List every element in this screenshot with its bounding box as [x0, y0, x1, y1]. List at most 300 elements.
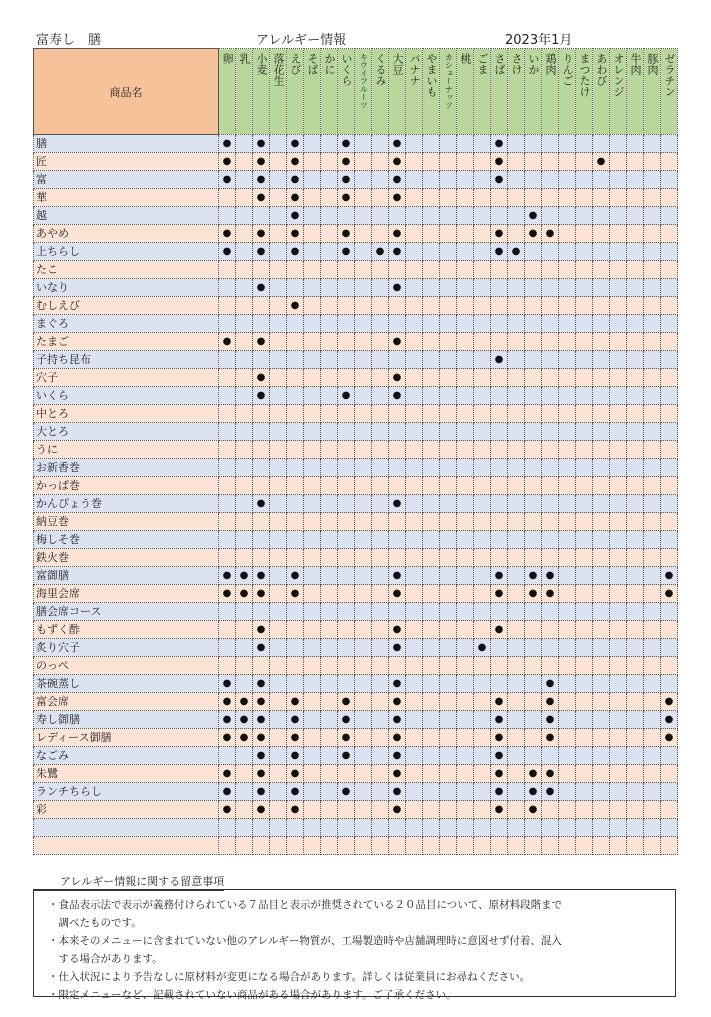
- allergen-cell: [304, 369, 321, 387]
- allergen-column-header: [304, 49, 321, 135]
- allergen-cell: [440, 801, 457, 819]
- allergen-cell: [287, 207, 304, 225]
- allergen-cell: [644, 477, 661, 495]
- allergen-cell: [372, 801, 389, 819]
- allergen-cell: [372, 819, 389, 837]
- allergen-cell: [219, 693, 236, 711]
- allergen-column-header: [423, 49, 440, 135]
- allergen-cell: [287, 153, 304, 171]
- allergen-cell: [287, 711, 304, 729]
- allergen-cell: [474, 621, 491, 639]
- allergen-cell: [372, 765, 389, 783]
- allergen-mark: ●: [256, 570, 266, 581]
- allergen-cell: [236, 819, 253, 837]
- allergen-cell: [355, 603, 372, 621]
- allergen-cell: [219, 387, 236, 405]
- allergen-cell: [423, 747, 440, 765]
- allergen-mark: ●: [341, 786, 351, 797]
- allergen-cell: [338, 675, 355, 693]
- allergen-cell: [321, 495, 338, 513]
- allergen-cell: [270, 675, 287, 693]
- allergen-cell: [559, 441, 576, 459]
- allergen-cell: [457, 837, 474, 855]
- allergen-cell: [355, 279, 372, 297]
- allergen-cell: [525, 351, 542, 369]
- product-name: たこ: [34, 261, 219, 279]
- allergen-cell: [457, 207, 474, 225]
- allergen-cell: [287, 585, 304, 603]
- allergen-mark: ●: [290, 786, 300, 797]
- allergen-cell: [287, 405, 304, 423]
- allergen-cell: [644, 819, 661, 837]
- allergen-mark: ●: [256, 336, 266, 347]
- allergen-cell: [321, 819, 338, 837]
- allergen-cell: [219, 135, 236, 153]
- allergen-cell: [593, 585, 610, 603]
- allergen-cell: [406, 657, 423, 675]
- allergen-cell: [355, 207, 372, 225]
- allergen-cell: [423, 531, 440, 549]
- allergen-cell: [440, 639, 457, 657]
- product-name: なごみ: [34, 747, 219, 765]
- allergen-cell: [457, 513, 474, 531]
- allergen-cell: [287, 171, 304, 189]
- allergen-cell: [559, 495, 576, 513]
- allergen-cell: [406, 603, 423, 621]
- allergen-cell: [338, 621, 355, 639]
- allergen-cell: [525, 207, 542, 225]
- allergen-column-header: [525, 49, 542, 135]
- allergen-cell: [508, 189, 525, 207]
- allergen-cell: [253, 819, 270, 837]
- allergen-cell: [423, 387, 440, 405]
- allergen-cell: [491, 837, 508, 855]
- allergen-cell: [559, 243, 576, 261]
- allergen-column-header: [627, 49, 644, 135]
- table-row: [34, 639, 678, 657]
- allergen-mark: ●: [494, 588, 504, 599]
- allergen-label: オレンジ: [612, 53, 626, 97]
- allergen-cell: [253, 621, 270, 639]
- allergen-cell: [236, 639, 253, 657]
- allergen-mark: ●: [222, 678, 232, 689]
- allergen-mark: ●: [494, 714, 504, 725]
- allergen-cell: [270, 477, 287, 495]
- allergen-cell: [304, 315, 321, 333]
- allergen-cell: [321, 585, 338, 603]
- table-row: [34, 423, 678, 441]
- allergen-cell: [355, 135, 372, 153]
- allergen-cell: [236, 441, 253, 459]
- allergen-cell: [219, 495, 236, 513]
- allergen-cell: [644, 405, 661, 423]
- allergen-cell: [338, 729, 355, 747]
- allergen-cell: [321, 477, 338, 495]
- allergen-cell: [253, 459, 270, 477]
- allergen-cell: [627, 495, 644, 513]
- allergen-cell: [287, 423, 304, 441]
- allergen-mark: ●: [528, 210, 538, 221]
- allergen-cell: [270, 621, 287, 639]
- allergen-cell: [219, 567, 236, 585]
- allergen-cell: [423, 585, 440, 603]
- allergen-mark: ●: [290, 570, 300, 581]
- allergen-column-header: [457, 49, 474, 135]
- allergen-cell: [610, 369, 627, 387]
- allergen-label: いか: [527, 53, 541, 75]
- allergen-label: 卵: [221, 53, 235, 64]
- allergen-mark: ●: [341, 714, 351, 725]
- allergen-cell: [423, 423, 440, 441]
- allergen-cell: [253, 549, 270, 567]
- allergen-mark: ●: [545, 768, 555, 779]
- allergen-cell: [219, 765, 236, 783]
- allergen-mark: ●: [494, 228, 504, 239]
- allergen-cell: [372, 567, 389, 585]
- allergen-cell: [372, 279, 389, 297]
- allergen-cell: [627, 171, 644, 189]
- allergen-cell: [236, 783, 253, 801]
- allergen-cell: [355, 387, 372, 405]
- allergen-cell: [304, 333, 321, 351]
- allergen-cell: [236, 351, 253, 369]
- allergen-cell: [644, 747, 661, 765]
- allergen-cell: [355, 747, 372, 765]
- allergen-cell: [542, 387, 559, 405]
- allergen-cell: [474, 477, 491, 495]
- allergen-cell: [219, 513, 236, 531]
- allergen-cell: [610, 837, 627, 855]
- allergen-cell: [525, 567, 542, 585]
- allergen-cell: [610, 567, 627, 585]
- allergen-label: さば: [493, 53, 507, 75]
- allergen-cell: [355, 513, 372, 531]
- allergen-mark: ●: [222, 246, 232, 257]
- allergen-cell: [593, 729, 610, 747]
- allergen-cell: [593, 477, 610, 495]
- allergen-cell: [457, 189, 474, 207]
- table-row: [34, 531, 678, 549]
- allergen-cell: [593, 297, 610, 315]
- allergen-cell: [661, 387, 678, 405]
- allergen-cell: [593, 693, 610, 711]
- allergen-cell: [610, 423, 627, 441]
- allergen-cell: [491, 459, 508, 477]
- allergen-cell: [559, 405, 576, 423]
- allergen-cell: [440, 693, 457, 711]
- allergen-column-header: [593, 49, 610, 135]
- allergen-cell: [219, 657, 236, 675]
- allergen-cell: [525, 459, 542, 477]
- allergen-cell: [406, 441, 423, 459]
- allergen-cell: [559, 477, 576, 495]
- allergen-cell: [304, 747, 321, 765]
- allergen-cell: [372, 675, 389, 693]
- allergen-cell: [593, 783, 610, 801]
- table-row: [34, 621, 678, 639]
- allergen-cell: [576, 189, 593, 207]
- allergen-cell: [253, 693, 270, 711]
- allergen-cell: [219, 351, 236, 369]
- allergen-cell: [253, 783, 270, 801]
- allergen-cell: [508, 531, 525, 549]
- allergen-mark: ●: [222, 786, 232, 797]
- allergen-cell: [304, 189, 321, 207]
- product-name: たまご: [34, 333, 219, 351]
- allergen-mark: ●: [256, 282, 266, 293]
- allergen-cell: [287, 747, 304, 765]
- allergen-cell: [559, 171, 576, 189]
- allergen-cell: [304, 153, 321, 171]
- table-row: [34, 513, 678, 531]
- allergen-cell: [559, 531, 576, 549]
- allergen-cell: [440, 495, 457, 513]
- allergen-cell: [406, 675, 423, 693]
- allergen-cell: [372, 783, 389, 801]
- allergen-cell: [304, 639, 321, 657]
- allergen-cell: [219, 729, 236, 747]
- table-row: [34, 405, 678, 423]
- allergen-cell: [627, 135, 644, 153]
- allergen-cell: [338, 387, 355, 405]
- allergen-label: やまいも: [425, 53, 439, 97]
- allergen-cell: [593, 423, 610, 441]
- allergen-cell: [457, 765, 474, 783]
- allergen-cell: [321, 549, 338, 567]
- allergen-cell: [253, 207, 270, 225]
- allergen-cell: [627, 657, 644, 675]
- allergen-cell: [321, 639, 338, 657]
- allergen-cell: [219, 621, 236, 639]
- allergen-cell: [610, 639, 627, 657]
- allergen-cell: [661, 837, 678, 855]
- allergen-cell: [236, 189, 253, 207]
- allergen-header-row: [34, 49, 678, 135]
- allergen-cell: [321, 711, 338, 729]
- product-name: 富: [34, 171, 219, 189]
- allergen-cell: [355, 783, 372, 801]
- allergen-column-header: [321, 49, 338, 135]
- allergen-cell: [389, 639, 406, 657]
- allergen-mark: ●: [256, 138, 266, 149]
- allergen-cell: [304, 225, 321, 243]
- allergen-mark: ●: [290, 696, 300, 707]
- allergen-cell: [372, 459, 389, 477]
- allergen-mark: ●: [239, 570, 249, 581]
- allergen-cell: [508, 747, 525, 765]
- allergen-mark: ●: [494, 570, 504, 581]
- allergen-cell: [542, 315, 559, 333]
- note-line: ・仕入状況により予告なしに原材料が変更になる場合があります。詳しくは従業員にお尋ねください。: [48, 971, 531, 983]
- allergen-cell: [355, 693, 372, 711]
- allergen-cell: [457, 495, 474, 513]
- allergen-cell: [644, 711, 661, 729]
- allergen-cell: [474, 765, 491, 783]
- allergen-cell: [338, 351, 355, 369]
- allergen-cell: [304, 423, 321, 441]
- allergen-cell: [457, 819, 474, 837]
- allergen-cell: [559, 387, 576, 405]
- allergen-cell: [338, 189, 355, 207]
- allergen-cell: [644, 621, 661, 639]
- allergen-cell: [304, 729, 321, 747]
- allergen-cell: [542, 423, 559, 441]
- allergen-cell: [406, 135, 423, 153]
- allergen-cell: [236, 693, 253, 711]
- allergen-cell: [423, 279, 440, 297]
- allergen-cell: [372, 243, 389, 261]
- allergen-cell: [270, 315, 287, 333]
- allergen-cell: [219, 603, 236, 621]
- allergen-cell: [304, 351, 321, 369]
- allergen-cell: [236, 621, 253, 639]
- allergen-cell: [406, 279, 423, 297]
- allergen-cell: [542, 405, 559, 423]
- allergen-cell: [491, 423, 508, 441]
- table-row: [34, 837, 678, 855]
- allergen-cell: [440, 441, 457, 459]
- allergen-mark: ●: [528, 570, 538, 581]
- allergen-cell: [525, 675, 542, 693]
- allergen-mark: ●: [341, 192, 351, 203]
- allergen-cell: [542, 783, 559, 801]
- allergen-cell: [423, 675, 440, 693]
- allergen-cell: [474, 333, 491, 351]
- allergen-cell: [355, 189, 372, 207]
- allergen-cell: [661, 729, 678, 747]
- allergen-cell: [542, 549, 559, 567]
- table-row: [34, 819, 678, 837]
- allergen-cell: [559, 639, 576, 657]
- allergen-cell: [559, 819, 576, 837]
- allergen-cell: [491, 495, 508, 513]
- allergen-cell: [287, 513, 304, 531]
- allergen-cell: [372, 297, 389, 315]
- allergen-cell: [406, 351, 423, 369]
- allergen-cell: [457, 747, 474, 765]
- allergen-cell: [287, 765, 304, 783]
- allergen-cell: [219, 315, 236, 333]
- allergen-cell: [338, 531, 355, 549]
- allergen-cell: [253, 423, 270, 441]
- allergen-cell: [593, 315, 610, 333]
- allergen-cell: [236, 549, 253, 567]
- allergen-mark: ●: [545, 228, 555, 239]
- allergen-cell: [338, 837, 355, 855]
- table-row: [34, 747, 678, 765]
- allergen-cell: [253, 333, 270, 351]
- allergen-cell: [661, 207, 678, 225]
- allergen-cell: [389, 693, 406, 711]
- allergen-cell: [610, 603, 627, 621]
- allergen-cell: [542, 837, 559, 855]
- table-row: [34, 333, 678, 351]
- table-row: [34, 351, 678, 369]
- allergen-cell: [236, 837, 253, 855]
- allergen-column-header: [219, 49, 236, 135]
- allergen-cell: [304, 405, 321, 423]
- allergen-mark: ●: [256, 732, 266, 743]
- allergen-cell: [627, 567, 644, 585]
- table-row: [34, 459, 678, 477]
- allergen-cell: [542, 441, 559, 459]
- allergen-cell: [440, 387, 457, 405]
- allergen-cell: [355, 153, 372, 171]
- allergen-cell: [219, 711, 236, 729]
- table-row: [34, 567, 678, 585]
- allergen-cell: [270, 423, 287, 441]
- allergen-cell: [389, 135, 406, 153]
- allergen-cell: [372, 693, 389, 711]
- allergen-label: 鶏肉: [544, 53, 558, 75]
- allergen-column-header: [440, 49, 457, 135]
- allergen-cell: [389, 441, 406, 459]
- allergen-cell: [423, 153, 440, 171]
- allergen-cell: [474, 783, 491, 801]
- allergen-cell: [304, 477, 321, 495]
- allergen-cell: [270, 459, 287, 477]
- table-row: [34, 801, 678, 819]
- allergen-mark: ●: [494, 624, 504, 635]
- table-row: [34, 693, 678, 711]
- allergen-cell: [338, 423, 355, 441]
- allergen-cell: [406, 153, 423, 171]
- allergen-cell: [355, 549, 372, 567]
- allergen-label: まつたけ: [578, 53, 592, 97]
- allergen-cell: [423, 189, 440, 207]
- allergen-cell: [287, 369, 304, 387]
- allergen-mark: ●: [256, 804, 266, 815]
- product-name: 上ちらし: [34, 243, 219, 261]
- allergen-mark: ●: [392, 570, 402, 581]
- allergen-cell: [627, 351, 644, 369]
- allergen-label: 牛肉: [629, 53, 643, 75]
- allergen-cell: [440, 333, 457, 351]
- allergen-cell: [236, 225, 253, 243]
- allergen-cell: [440, 603, 457, 621]
- allergen-cell: [644, 567, 661, 585]
- allergen-cell: [389, 153, 406, 171]
- allergen-column-header: [236, 49, 253, 135]
- allergen-cell: [576, 567, 593, 585]
- allergen-cell: [576, 729, 593, 747]
- allergen-cell: [253, 513, 270, 531]
- allergen-cell: [440, 783, 457, 801]
- allergen-mark: ●: [290, 174, 300, 185]
- allergen-cell: [253, 567, 270, 585]
- allergen-cell: [627, 513, 644, 531]
- allergen-cell: [219, 243, 236, 261]
- table-row: [34, 477, 678, 495]
- allergen-cell: [355, 351, 372, 369]
- allergen-cell: [542, 351, 559, 369]
- allergen-cell: [236, 423, 253, 441]
- allergen-cell: [610, 513, 627, 531]
- allergen-cell: [372, 369, 389, 387]
- allergen-cell: [491, 261, 508, 279]
- allergen-cell: [610, 333, 627, 351]
- allergen-cell: [338, 153, 355, 171]
- allergen-cell: [440, 729, 457, 747]
- allergen-cell: [287, 729, 304, 747]
- allergen-cell: [372, 837, 389, 855]
- allergen-label: えび: [289, 53, 303, 75]
- allergen-cell: [525, 729, 542, 747]
- allergen-cell: [576, 351, 593, 369]
- allergen-cell: [610, 441, 627, 459]
- allergen-cell: [474, 387, 491, 405]
- allergen-cell: [338, 513, 355, 531]
